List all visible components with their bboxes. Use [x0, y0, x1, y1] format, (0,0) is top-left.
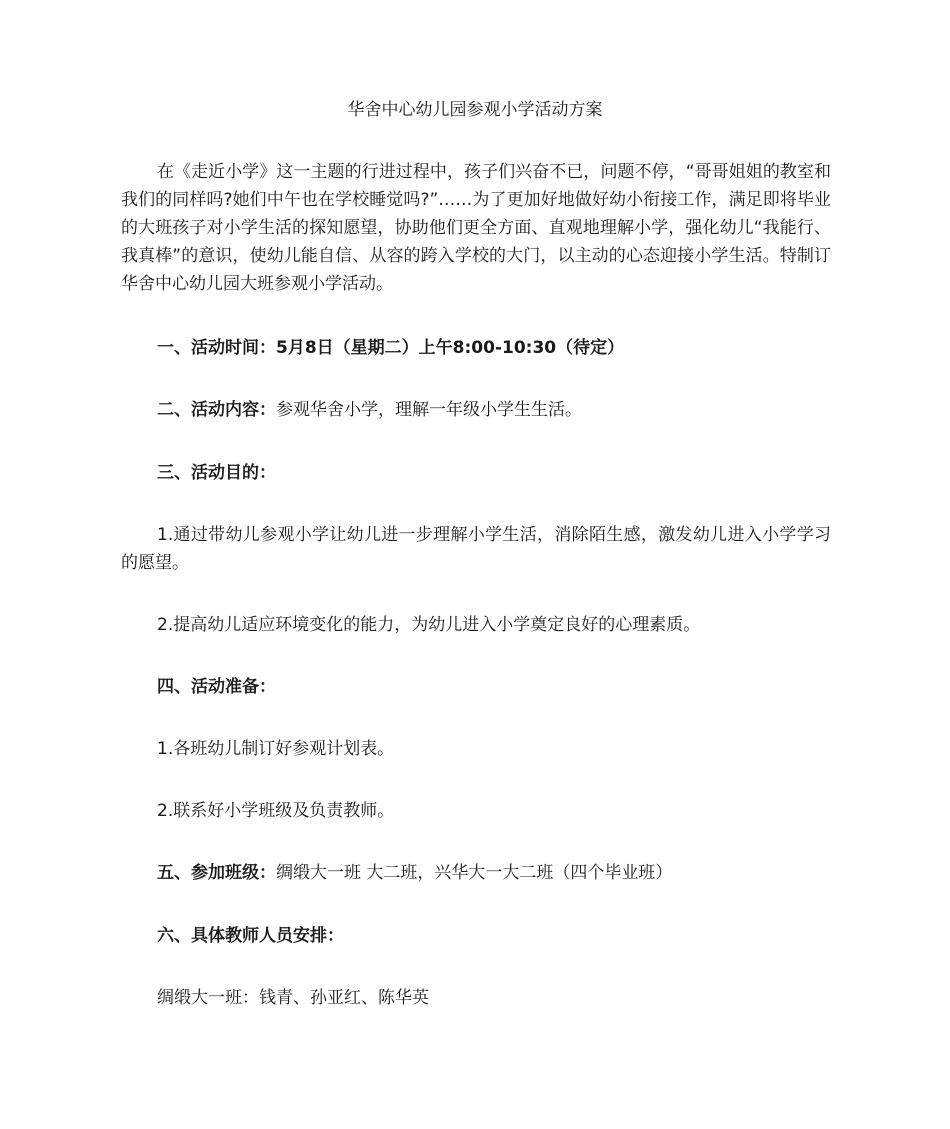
- teacher-arrangement-item-1: 绸缎大一班：钱青、孙亚红、陈华英: [157, 988, 429, 1008]
- section-heading: 一、活动时间：: [157, 338, 276, 358]
- preparation-item-2: 2.联系好小学班级及负责教师。: [157, 801, 395, 821]
- section-teacher-arrangement-heading: 六、具体教师人员安排：: [157, 926, 344, 946]
- section-heading: 五、参加班级：: [157, 863, 276, 883]
- section-activity-content: [157, 396, 847, 424]
- document-title: 华舍中心幼儿园参观小学活动方案: [347, 100, 603, 120]
- purpose-item-1: 1.通过带幼儿参观小学让幼儿进一步理解小学生活，消除陌生感，激发幼儿进入小学学习的愿望。: [121, 525, 831, 573]
- section-activity-purpose-heading: 三、活动目的：: [157, 463, 276, 483]
- section-heading: 二、活动内容：: [157, 400, 276, 420]
- section-text: 绸缎大一班 大二班，兴华大一大二班（四个毕业班）: [276, 863, 673, 883]
- section-participating-classes: [157, 859, 847, 887]
- section-text: 参观华舍小学，理解一年级小学生生活。: [276, 400, 582, 420]
- section-preparation-heading: 四、活动准备：: [157, 677, 276, 697]
- preparation-item-1: 1.各班幼儿制订好参观计划表。: [157, 739, 395, 759]
- section-activity-time: [157, 334, 847, 362]
- intro-paragraph: 在《走近小学》这一主题的行进过程中，孩子们兴奋不已，问题不停，“哥哥姐姐的教室和我们的同样吗?她们中午也在学校睡觉吗?”……为了更加好地做好幼小衔接工作，满足即将毕业的大班孩子对小学生活的探知愿望，协助他们更全方面、直观地理解小学，强化幼儿“我能行、我真棒”的意识，使幼儿能自信、从容的跨入学校的大门，以主动的心态迎接小学生活。特制订华舍中心幼儿园大班参观小学活动。: [121, 162, 831, 294]
- section-text: 5月8日（星期二）上午8:00-10:30（待定）: [276, 338, 625, 358]
- purpose-item-2: 2.提高幼儿适应环境变化的能力，为幼儿进入小学奠定良好的心理素质。: [157, 615, 701, 635]
